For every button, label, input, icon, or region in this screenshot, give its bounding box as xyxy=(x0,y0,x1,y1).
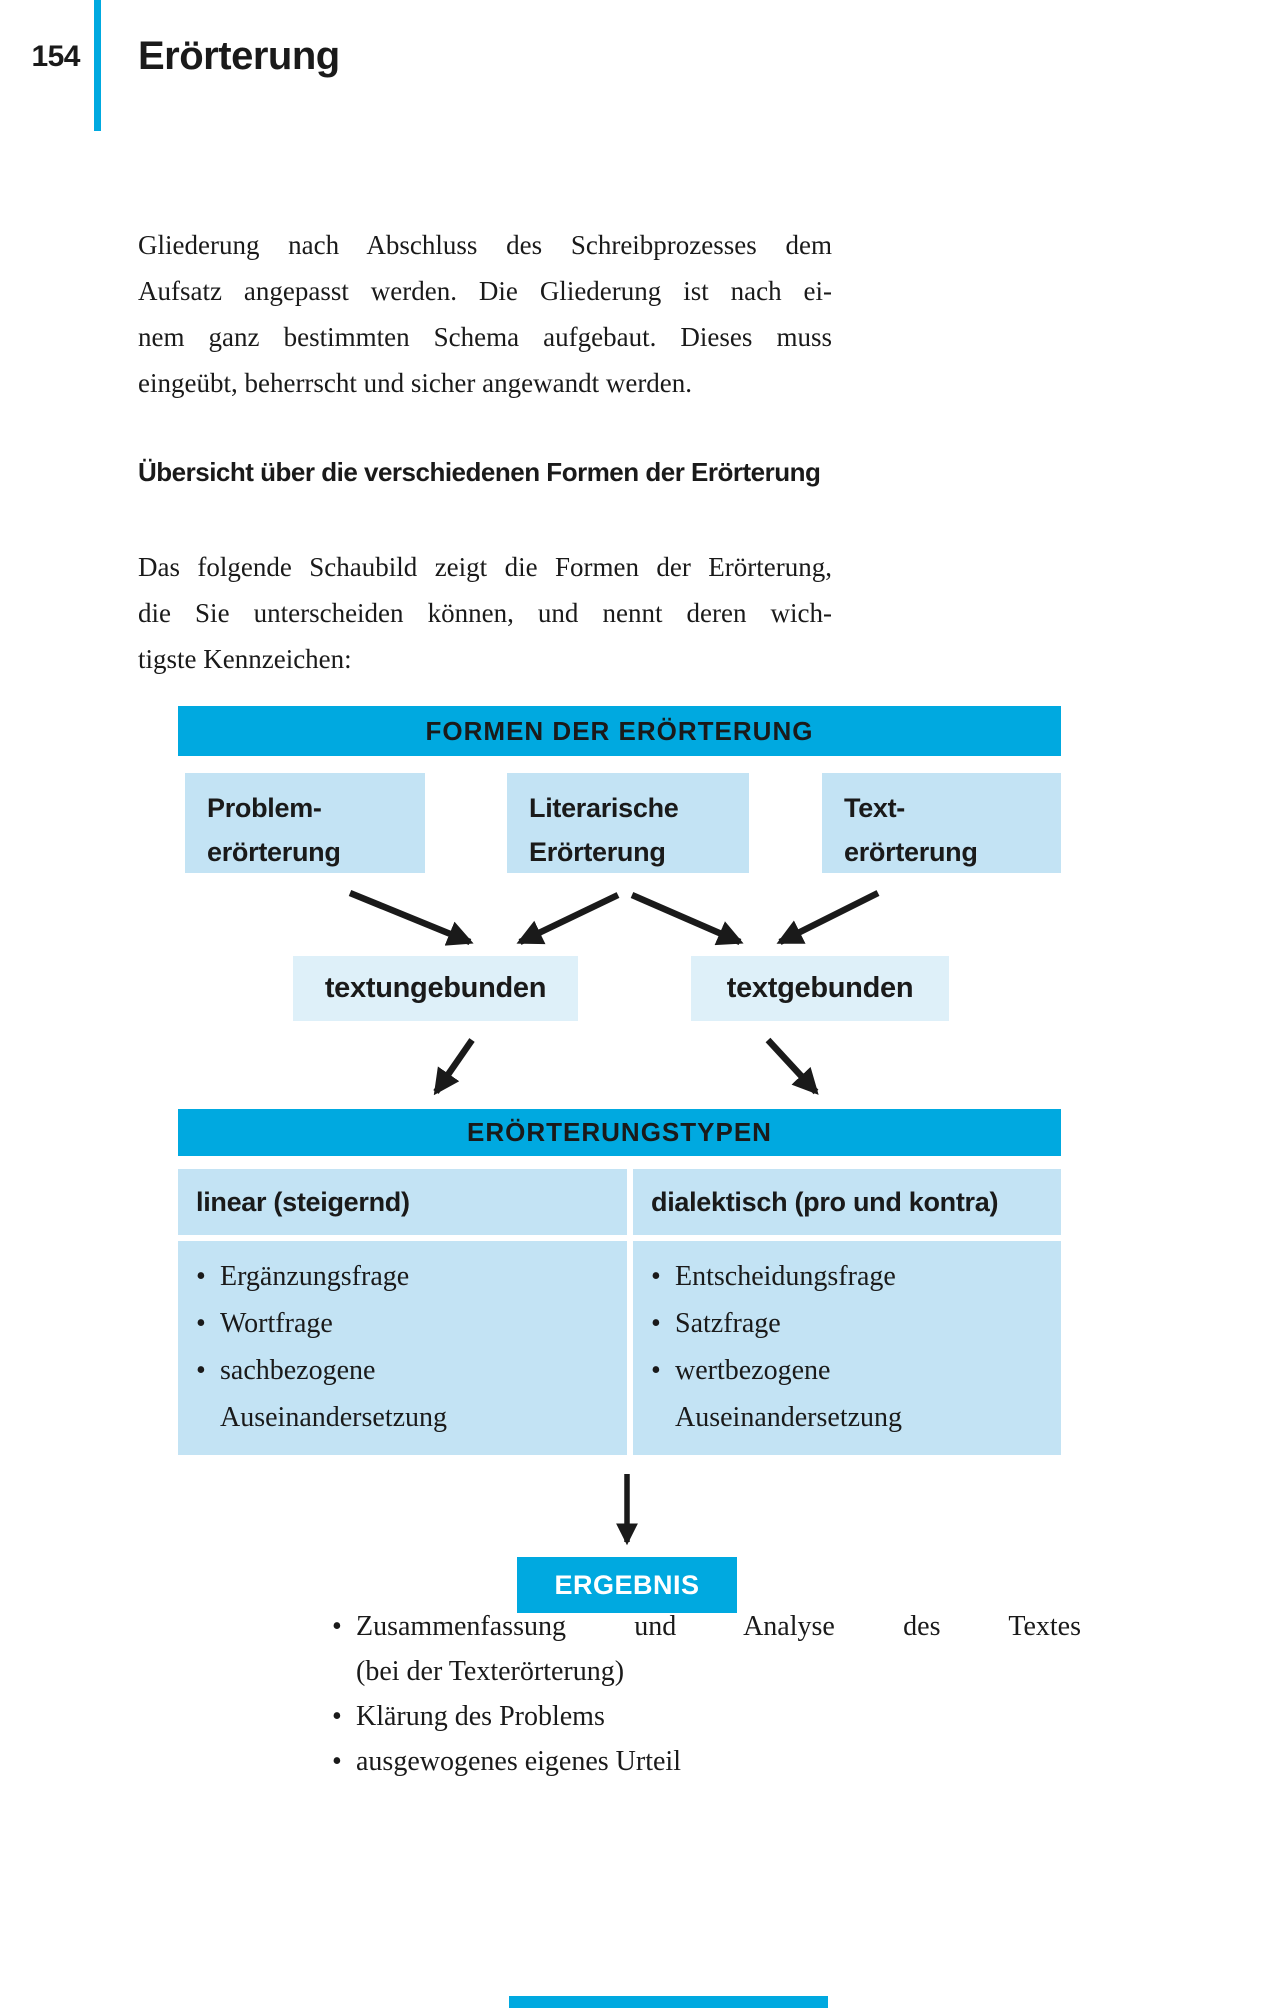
section-heading: Übersicht über die verschiedenen Formen der Erörterung xyxy=(138,457,821,487)
intro-line: eingeübt, beherrscht und sicher angewandt werden. xyxy=(138,368,693,398)
list-item xyxy=(651,1300,1061,1347)
intro-line: nem ganz bestimmten Schema aufgebaut. Dieses muss xyxy=(138,322,832,352)
arrow-down-right-icon xyxy=(350,893,470,942)
footer-accent-bar xyxy=(509,1996,828,2008)
list-item-text: Klärung des Problems xyxy=(356,1701,605,1732)
arrow-down-right-icon xyxy=(632,895,740,942)
bullet-icon: • xyxy=(196,1308,206,1339)
form-box-label: erörterung xyxy=(207,837,341,867)
list-item xyxy=(332,1604,1081,1649)
typen-list-linear xyxy=(178,1241,627,1455)
list-item-text: wertbezogene xyxy=(675,1355,831,1386)
list-item xyxy=(196,1300,627,1347)
ergebnis-header-box: ERGEBNIS xyxy=(517,1557,737,1613)
form-box-label: Erörterung xyxy=(529,837,666,867)
arrow-down-left-icon xyxy=(436,1040,472,1092)
form-box-label: Text- xyxy=(844,793,906,823)
ergebnis-list xyxy=(332,1604,1081,1784)
list-item-continuation: Auseinandersetzung xyxy=(675,1402,903,1433)
bullet-icon: • xyxy=(196,1355,206,1386)
form-box-label: Literarische xyxy=(529,793,679,823)
typen-list-dialektisch xyxy=(633,1241,1061,1455)
intro-line: Aufsatz angepasst werden. Die Gliederung ist nach ei- xyxy=(138,276,832,306)
intro-line: Gliederung nach Abschluss des Schreibprozesses dem xyxy=(138,230,832,260)
overview-line: tigste Kennzeichen: xyxy=(138,644,352,674)
form-box-label: erörterung xyxy=(844,837,978,867)
textungebunden-box: textungebunden xyxy=(293,956,578,1021)
bullet-icon: • xyxy=(651,1355,661,1386)
list-item xyxy=(196,1253,627,1300)
bullet-icon: • xyxy=(332,1746,342,1777)
typen-column-header-dialektisch: dialektisch (pro und kontra) xyxy=(633,1169,1061,1235)
list-item-text: ausgewogenes eigenes Urteil xyxy=(356,1746,681,1777)
bullet-icon: • xyxy=(332,1611,342,1642)
list-item xyxy=(196,1347,627,1394)
list-item xyxy=(651,1347,1061,1394)
arrow-down-left-icon xyxy=(520,895,618,942)
list-item xyxy=(332,1694,1081,1739)
intro-paragraph xyxy=(138,222,832,406)
page-number: 154 xyxy=(31,40,80,73)
bullet-icon: • xyxy=(651,1261,661,1292)
list-item-continuation: Auseinandersetzung xyxy=(220,1402,448,1433)
list-item-continuation: (bei der Texterörterung) xyxy=(356,1656,625,1687)
header-accent-bar xyxy=(94,0,101,131)
overview-paragraph xyxy=(138,544,832,682)
bullet-icon: • xyxy=(196,1261,206,1292)
typen-column-header-linear: linear (steigernd) xyxy=(178,1169,627,1235)
overview-line: die Sie unterscheiden können, und nennt deren wich- xyxy=(138,598,832,628)
list-item-text: sachbezogene xyxy=(220,1355,376,1386)
list-item-text: Zusammenfassung und Analyse des Textes xyxy=(356,1611,1081,1642)
list-item-text: Ergänzungsfrage xyxy=(220,1261,410,1292)
list-item-text: Satzfrage xyxy=(675,1308,781,1339)
formen-header-bar: FORMEN DER ERÖRTERUNG xyxy=(178,706,1061,756)
bullet-icon: • xyxy=(332,1701,342,1732)
form-box-texteroerterung xyxy=(822,773,1061,873)
textgebunden-box: textgebunden xyxy=(691,956,949,1021)
list-item xyxy=(332,1739,1081,1784)
bullet-icon: • xyxy=(651,1308,661,1339)
form-box-problemeroerterung xyxy=(185,773,425,873)
arrow-down-right-icon xyxy=(768,1040,816,1092)
overview-line: Das folgende Schaubild zeigt die Formen der Erörterung, xyxy=(138,552,832,582)
list-item-text: Entscheidungsfrage xyxy=(675,1261,896,1292)
typen-header-bar: ERÖRTERUNGSTYPEN xyxy=(178,1109,1061,1156)
list-item-text: Wortfrage xyxy=(220,1308,333,1339)
form-box-label: Problem- xyxy=(207,793,322,823)
list-item xyxy=(651,1253,1061,1300)
form-box-literarische-eroerterung xyxy=(507,773,749,873)
page-title: Erörterung xyxy=(138,34,340,78)
arrow-down-left-icon xyxy=(780,893,878,942)
